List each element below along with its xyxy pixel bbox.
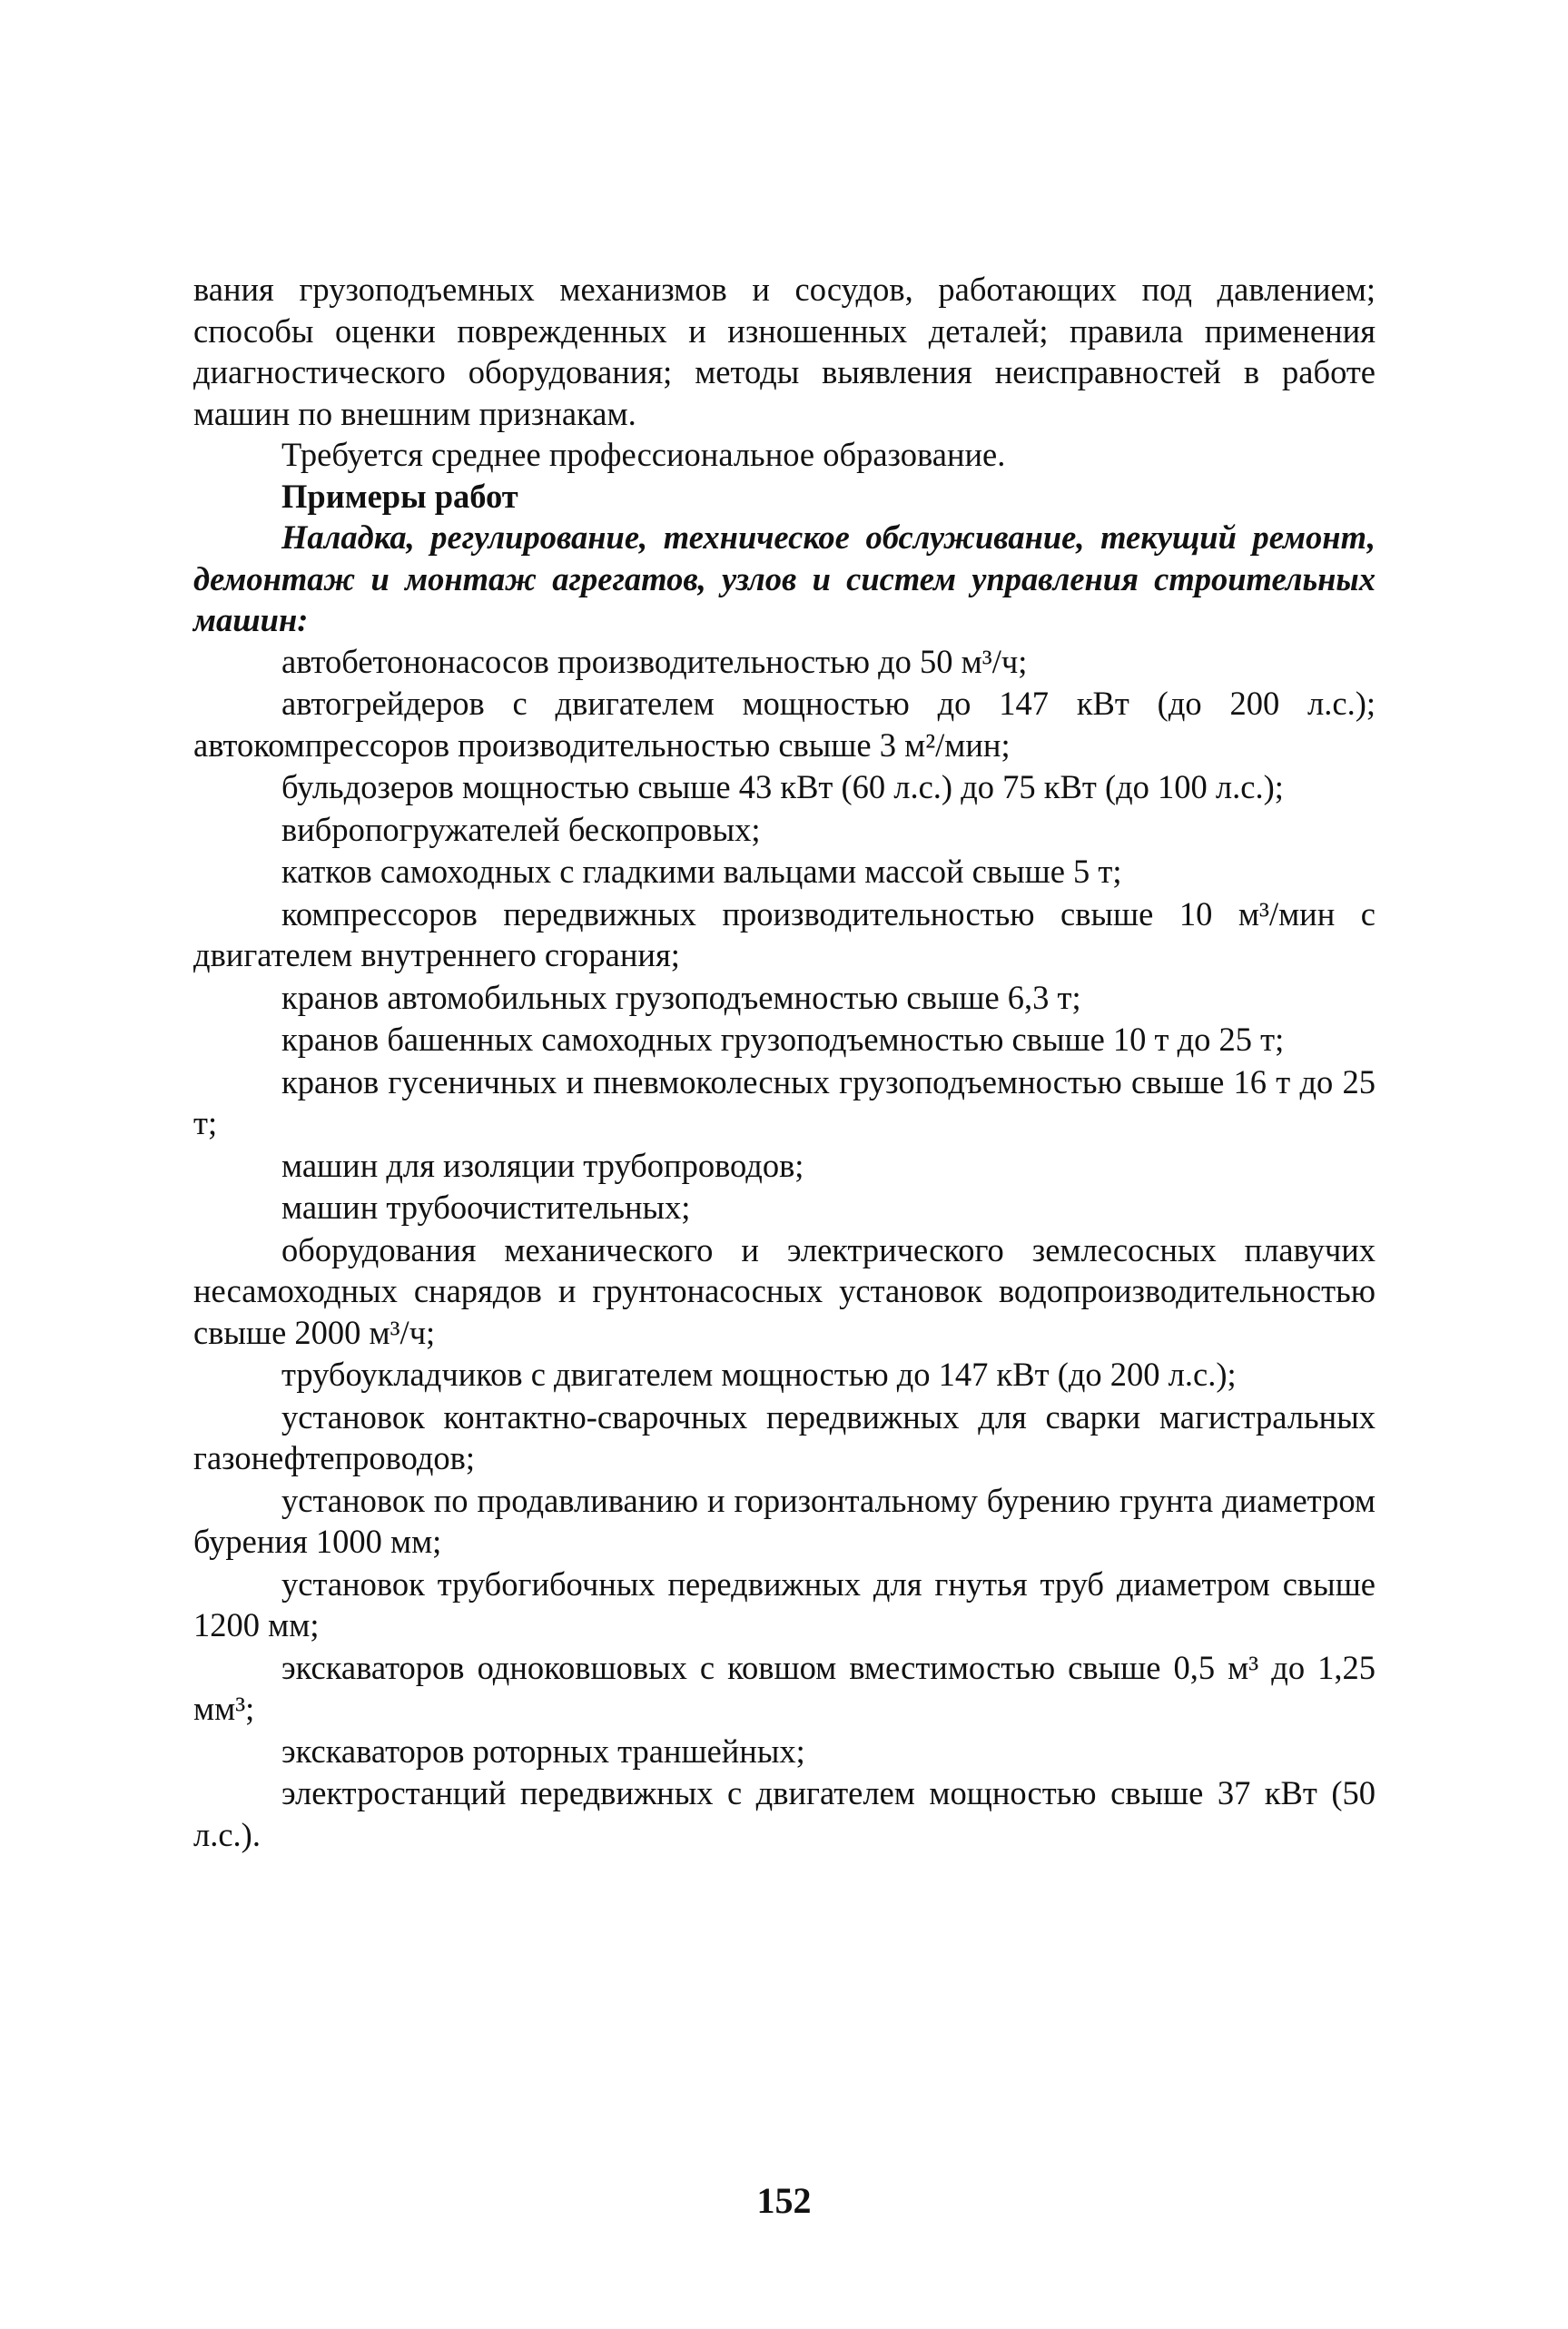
list-item: автобетононасосов производительностью до 50 м³/ч; bbox=[281, 642, 1028, 680]
list-item: компрессоров передвижных производительностью свыше 10 м³/мин с двигателем внутреннего сгорания; bbox=[193, 894, 1376, 973]
page-body bbox=[193, 269, 1376, 1856]
list-item: кранов башенных самоходных грузоподъемностью свыше 10 т до 25 т; bbox=[281, 1021, 1285, 1058]
list-item: машин для изоляции трубопроводов; bbox=[281, 1146, 804, 1184]
list-item: бульдозеров мощностью свыше 43 кВт (60 л.с.) до 75 кВт (до 100 л.с.); bbox=[281, 768, 1284, 805]
list-item: кранов автомобильных грузоподъемностью свыше 6,3 т; bbox=[281, 978, 1081, 1016]
examples-subheading: Наладка, регулирование, техническое обслуживание, текущий ремонт, демонтаж и монтаж агрегатов, узлов и систем управления строительных машин: bbox=[193, 518, 1376, 638]
list-item: автогрейдеров с двигателем мощностью до 147 кВт (до 200 л.с.); автокомпрессоров производительностью свыше 3 м²/мин; bbox=[193, 685, 1376, 764]
page-number: 152 bbox=[756, 2180, 812, 2221]
examples-heading: Примеры работ bbox=[281, 477, 518, 515]
list-item: катков самоходных с гладкими вальцами массой свыше 5 т; bbox=[281, 853, 1122, 890]
list-item: установок по продавливанию и горизонтальному бурению грунта диаметром бурения 1000 мм; bbox=[193, 1481, 1376, 1560]
list-item: машин трубоочистительных; bbox=[281, 1189, 691, 1226]
list-item: трубоукладчиков с двигателем мощностью до 147 кВт (до 200 л.с.); bbox=[281, 1356, 1237, 1393]
list-item: экскаваторов роторных траншейных; bbox=[281, 1732, 805, 1770]
list-item: экскаваторов одноковшовых с ковшом вместимостью свыше 0,5 м³ до 1,25 мм³; bbox=[193, 1648, 1376, 1727]
list-item: установок контактно-сварочных передвижных для сварки магистральных газонефтепроводов; bbox=[193, 1397, 1376, 1476]
intro-paragraph: вания грузоподъемных механизмов и сосудов, работающих под давлением; способы оценки поврежденных и изношенных деталей; правила применения диагностического оборудования; методы выявления неисправностей в работе машин по внешним признакам. bbox=[193, 271, 1376, 432]
list-item: электростанций передвижных с двигателем мощностью свыше 37 кВт (50 л.с.). bbox=[193, 1774, 1376, 1853]
list-item: вибропогружателей бескопровых; bbox=[281, 810, 761, 848]
list-item: кранов гусеничных и пневмоколесных грузоподъемностью свыше 16 т до 25 т; bbox=[193, 1062, 1376, 1141]
requirement-text: Требуется среднее профессиональное образование. bbox=[281, 436, 1006, 473]
list-item: оборудования механического и электрического землесосных плавучих несамоходных снарядов и грунтонасосных установок водопроизводительностью свыше 2000 м³/ч; bbox=[193, 1230, 1376, 1351]
list-item: установок трубогибочных передвижных для гнутья труб диаметром свыше 1200 мм; bbox=[193, 1564, 1376, 1643]
